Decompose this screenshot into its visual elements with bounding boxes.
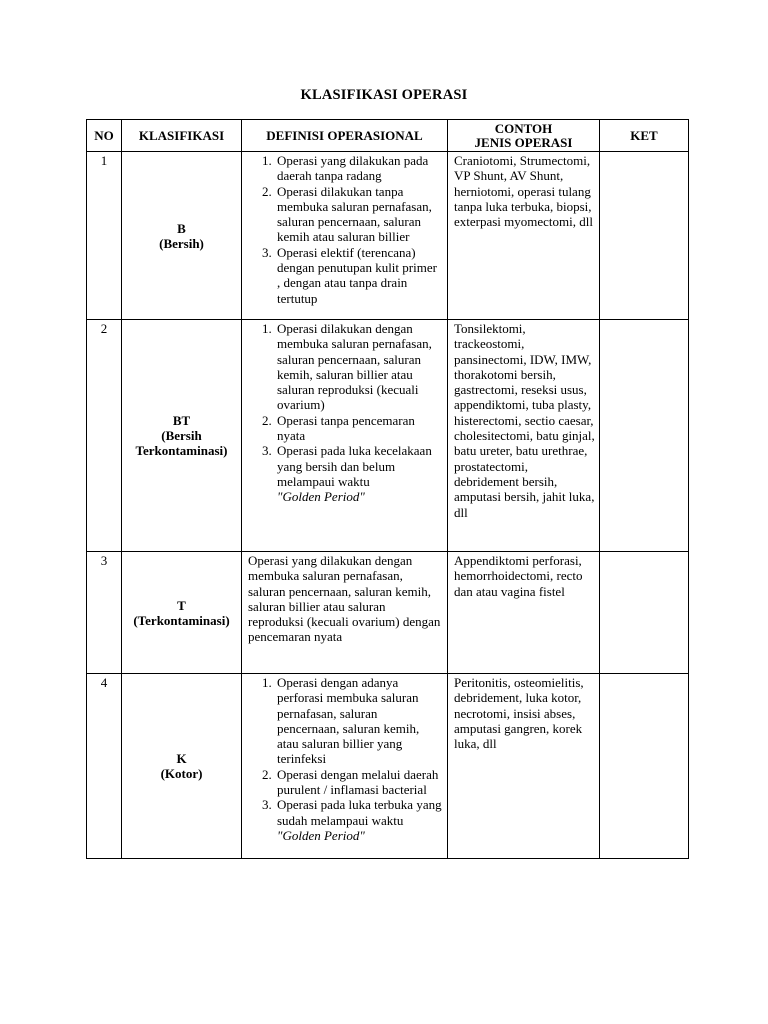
definition-cell: [242, 674, 448, 859]
definition-text: Operasi pada luka kecelakaan yang bersih dan belum melampaui waktu: [277, 443, 432, 489]
table-header-row: [87, 120, 689, 152]
definition-text: Operasi pada luka terbuka yang sudah melampaui waktu: [277, 797, 442, 828]
page-title: KLASIFIKASI OPERASI: [300, 87, 468, 103]
ket-cell: [600, 552, 689, 674]
table-row: [87, 152, 689, 320]
classification-cell: [122, 320, 242, 552]
table-row: [87, 552, 689, 674]
examples-cell: Appendiktomi perforasi, hemorrhoidectomi, recto dan atau vagina fistel: [448, 552, 600, 674]
row-number: 4: [87, 674, 122, 859]
ket-cell: [600, 674, 689, 859]
examples-cell: Peritonitis, osteomielitis, debridement, luka kotor, necrotomi, insisi abses, amputasi gangren, korek luka, dll: [448, 674, 600, 859]
classification-name: (Terkontaminasi): [133, 612, 230, 628]
row-number: 2: [87, 320, 122, 552]
row-number: 1: [87, 152, 122, 320]
definition-item: [275, 797, 443, 843]
table-row: [87, 674, 689, 859]
classification-cell: [122, 674, 242, 859]
definition-item: 1. Operasi dilakukan dengan membuka saluran pernafasan, saluran pencernaan, saluran kemih, saluran billier atau saluran reproduksi (kecuali ovarium): [275, 321, 443, 413]
header-klasifikasi: KLASIFIKASI: [122, 120, 242, 152]
header-ket: KET: [600, 120, 689, 152]
definition-cell: [242, 320, 448, 552]
classification-code: T: [177, 597, 186, 613]
golden-period-text: "Golden Period": [277, 489, 365, 505]
row-number: 3: [87, 552, 122, 674]
definition-item: 2. Operasi dilakukan tanpa membuka saluran pernafasan, saluran pencernaan, saluran kemih atau saluran billier: [275, 184, 443, 245]
examples-cell: Tonsilektomi, trackeostomi, pansinectomi, IDW, IMW, thorakotomi bersih, gastrectomi, reseksi usus, appendiktomi, tuba plasty, histerectomi, sectio caesar, cholesitectomi, batu ginjal, batu ureter, batu urethrae, prostatectomi, debridement bersih, amputasi bersih, jahit luka, dll: [448, 320, 600, 552]
definition-cell: Operasi yang dilakukan dengan membuka saluran pernafasan, saluran pencernaan, saluran kemih, saluran billier atau saluran reproduksi (kecuali ovarium) dengan pencemaran nyata: [242, 552, 448, 674]
definition-list: [248, 153, 443, 306]
header-contoh-line1: CONTOH: [494, 120, 553, 136]
classification-table: [86, 119, 689, 859]
ket-cell: [600, 152, 689, 320]
definition-item: [275, 443, 443, 504]
classification-name: (Kotor): [160, 766, 203, 781]
definition-item: 3. Operasi elektif (terencana) dengan penutupan kulit primer , dengan atau tanpa drain tertutup: [275, 245, 443, 306]
examples-cell: Craniotomi, Strumectomi, VP Shunt, AV Shunt, herniotomi, operasi tulang tanpa luka terbuka, biopsi, exterpasi myomectomi, dll: [448, 152, 600, 320]
classification-code: B: [177, 220, 186, 236]
definition-cell: [242, 152, 448, 320]
classification-cell: [122, 552, 242, 674]
classification-code: BT: [172, 413, 191, 428]
classification-name: (Bersih): [159, 235, 204, 251]
header-contoh-line2: JENIS OPERASI: [474, 134, 573, 150]
classification-name: (Bersih: [161, 428, 202, 443]
definition-item: 1. Operasi yang dilakukan pada daerah tanpa radang: [275, 153, 443, 184]
classification-cell: [122, 152, 242, 320]
header-no: NO: [87, 120, 122, 152]
header-contoh: [448, 120, 600, 152]
classification-code: K: [176, 751, 187, 766]
header-definisi: DEFINISI OPERASIONAL: [242, 120, 448, 152]
definition-list: [248, 321, 443, 505]
definition-item: 2. Operasi tanpa pencemaran nyata: [275, 413, 443, 444]
ket-cell: [600, 320, 689, 552]
golden-period-text: "Golden Period": [277, 827, 365, 843]
classification-name-line2: Terkontaminasi): [135, 443, 228, 458]
definition-item: 2. Operasi dengan melalui daerah purulent / inflamasi bacterial: [275, 767, 443, 798]
table-row: [87, 320, 689, 552]
definition-list: [248, 675, 443, 843]
definition-item: 1. Operasi dengan adanya perforasi membuka saluran pernafasan, saluran pencernaan, saluran kemih, atau saluran billier yang terinfeksi: [275, 675, 443, 767]
